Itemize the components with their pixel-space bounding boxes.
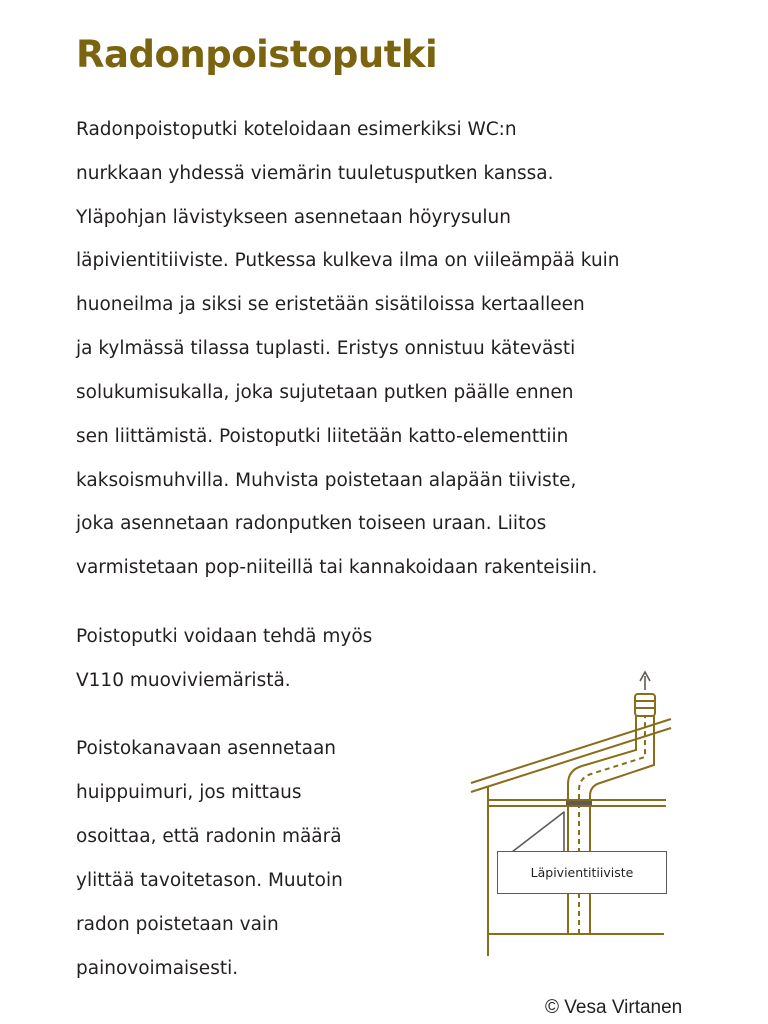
paragraph-1-line-11: varmistetaan pop-niiteillä tai kannakoidaan rakenteisiin. [76,557,598,578]
roof-structure [471,719,671,792]
vapor-barrier-seal [566,801,592,805]
paragraph-3-line-6: painovoimaisesti. [76,958,239,979]
paragraph-2-line-2: V110 muoviviemäristä. [76,670,291,691]
paragraph-1-line-8: sen liittämistä. Poistoputki liitetään katto-elementtiin [76,426,569,447]
page-title: Radonpoistoputki [76,33,438,76]
callout-label [497,851,667,894]
roof-line-lower [471,728,671,792]
paragraph-3-line-1: Poistokanavaan asennetaan [76,738,337,759]
paragraph-1-line-2: nurkkaan yhdessä viemärin tuuletusputken kanssa. [76,163,554,184]
roof-fan-cap [635,694,655,716]
paragraph-1-line-7: solukumisukalla, joka sujutetaan putken päälle ennen [76,382,574,403]
paragraph-2-line-1: Poistoputki voidaan tehdä myös [76,626,373,647]
callout-label-text: Läpivientitiiviste [530,865,634,880]
callout-pointer [512,812,564,852]
paragraph-1-line-5: huoneilma ja siksi se eristetään sisätiloissa kertaalleen [76,294,585,315]
pipe-outer-right [590,716,654,934]
paragraph-1-line-3: Yläpohjan lävistykseen asennetaan höyrysulun [76,207,511,228]
fan-body [635,694,655,716]
paragraph-3-line-3: osoittaa, että radonin määrä [76,826,342,847]
paragraph-3-line-4: ylittää tavoitetason. Muutoin [76,870,343,891]
paragraph-1-line-6: ja kylmässä tilassa tuplasti. Eristys onnistuu kätevästi [76,338,576,359]
paragraph-3-line-2: huippuimuri, jos mittaus [76,782,302,803]
paragraph-3-line-5: radon poistetaan vain [76,914,279,935]
paragraph-1-line-1: Radonpoistoputki koteloidaan esimerkiksi WC:n [76,119,517,140]
radon-pipe-diagram [462,660,682,970]
paragraph-1-line-9: kaksoismuhvilla. Muhvista poistetaan alapään tiiviste, [76,470,577,491]
paragraph-1-line-10: joka asennetaan radonputken toiseen uraan. Liitos [76,513,547,534]
arrow-up-icon [640,672,650,690]
copyright-notice: © Vesa Virtanen [545,997,683,1018]
paragraph-1-line-4: läpivientitiiviste. Putkessa kulkeva ilma on viileämpää kuin [76,250,620,271]
